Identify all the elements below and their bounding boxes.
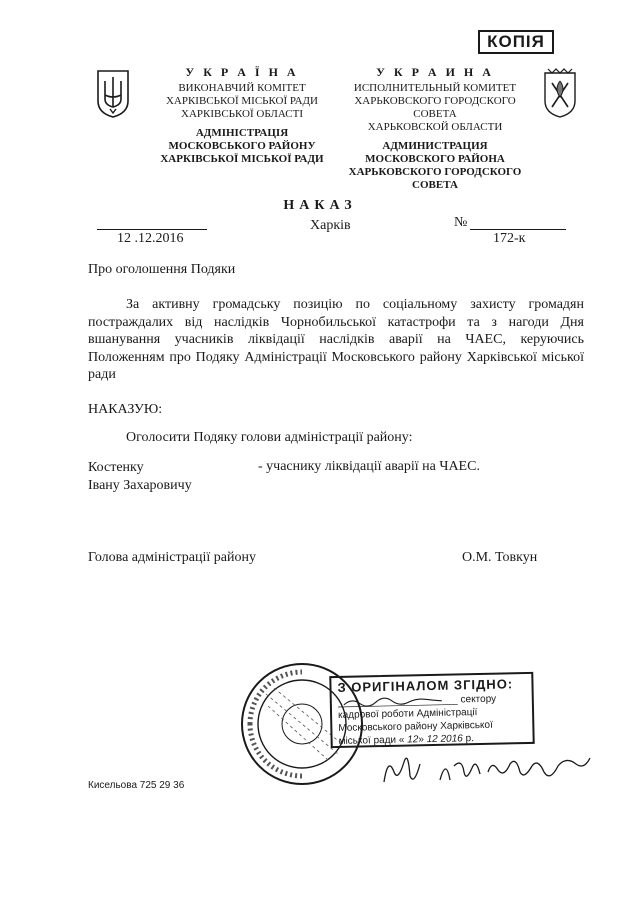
header-line: ХАРКІВСЬКОЇ МІСЬКОЇ РАДИ: [165, 95, 319, 107]
certified-day: 12: [407, 734, 419, 746]
certified-year: 2016: [440, 733, 463, 745]
trident-icon: [93, 67, 133, 119]
header-admin-line: МОСКОВСКОГО РАЙОНА: [365, 153, 505, 165]
certified-copy-line: кадрової роботи Адміністрації: [337, 707, 478, 721]
order-city: Харків: [310, 218, 351, 233]
number-underline: [470, 229, 566, 230]
header-admin-line: ХАРКІВСЬКОЇ МІСЬКОЇ РАДИ: [160, 153, 324, 165]
header-line: ХАРЬКОВСКОЙ ОБЛАСТИ: [367, 121, 503, 133]
certified-year-suffix: р.: [465, 733, 475, 745]
executor-contact: Кисельова 725 29 36: [88, 780, 185, 791]
country-title: У К Р А Ї Н А: [185, 65, 299, 79]
header-line: ВИКОНАВЧИЙ КОМІТЕТ: [178, 82, 306, 94]
country-title: У К Р А И Н А: [376, 65, 494, 79]
signature-position: Голова адміністрації району: [88, 550, 256, 565]
announce-line: Оголосити Подяку голови адміністрації району:: [126, 430, 413, 445]
header-line: ИСПОЛНИТЕЛЬНЫЙ КОМИТЕТ: [353, 82, 517, 94]
certified-copy-date-line: міської ради « 12» 12 2016 р.: [338, 733, 475, 747]
header-line: ХАРКІВСЬКОЇ ОБЛАСТІ: [181, 108, 303, 120]
recipient-surname: Костенку: [88, 460, 144, 475]
order-subject: Про оголошення Подяки: [88, 262, 236, 277]
recipient-name: [88, 459, 192, 494]
header-left: [152, 66, 332, 166]
certified-copy-title: З ОРИГІНАЛОМ ЗГІДНО:: [337, 676, 514, 695]
handwritten-signature: [380, 742, 600, 792]
date-underline: [97, 229, 207, 230]
order-body-paragraph: За активну громадську позицію по соціальному захисту громадян постраждалих від наслідків Чорнобильської катастрофи та з нагоди Дня вшанування учасників ліквідації наслідків аварії на ЧАЕС, керуючись Положенням про Подяку Адміністрації Московського району Харківської міської ради: [88, 297, 584, 382]
certified-copy-line: Московського району Харківської: [338, 719, 493, 734]
header-right: [335, 66, 535, 192]
copy-stamp: КОПІЯ: [478, 30, 554, 54]
signature-name: О.М. Товкун: [462, 550, 538, 565]
header-line: ХАРЬКОВСКОГО ГОРОДСКОГО СОВЕТА: [354, 95, 516, 120]
certified-copy-line-prefix: міської ради «: [338, 734, 405, 747]
number-sign: №: [454, 215, 468, 230]
header-admin-line: ХАРЬКОВСКОГО ГОРОДСКОГО СОВЕТА: [348, 166, 522, 191]
header-admin-line: МОСКОВСЬКОГО РАЙОНУ: [168, 140, 316, 152]
order-number: 172-к: [493, 231, 526, 246]
recipient-given-name: Івану Захаровичу: [88, 477, 192, 493]
certified-copy-stamp: [329, 672, 534, 748]
recipient-description: - учаснику ліквідації аварії на ЧАЕС.: [258, 459, 480, 474]
order-title: НАКАЗ: [283, 198, 357, 213]
header-admin-line: АДМИНИСТРАЦИЯ: [382, 140, 488, 152]
kharkiv-coat-of-arms-icon: [540, 67, 580, 119]
header-admin-line: АДМІНІСТРАЦІЯ: [195, 127, 289, 139]
order-directive: НАКАЗУЮ:: [88, 402, 163, 417]
certified-month: 12: [426, 733, 438, 746]
certified-copy-line-suffix: сектору: [460, 693, 497, 706]
order-date: 12 .12.2016: [117, 231, 184, 246]
